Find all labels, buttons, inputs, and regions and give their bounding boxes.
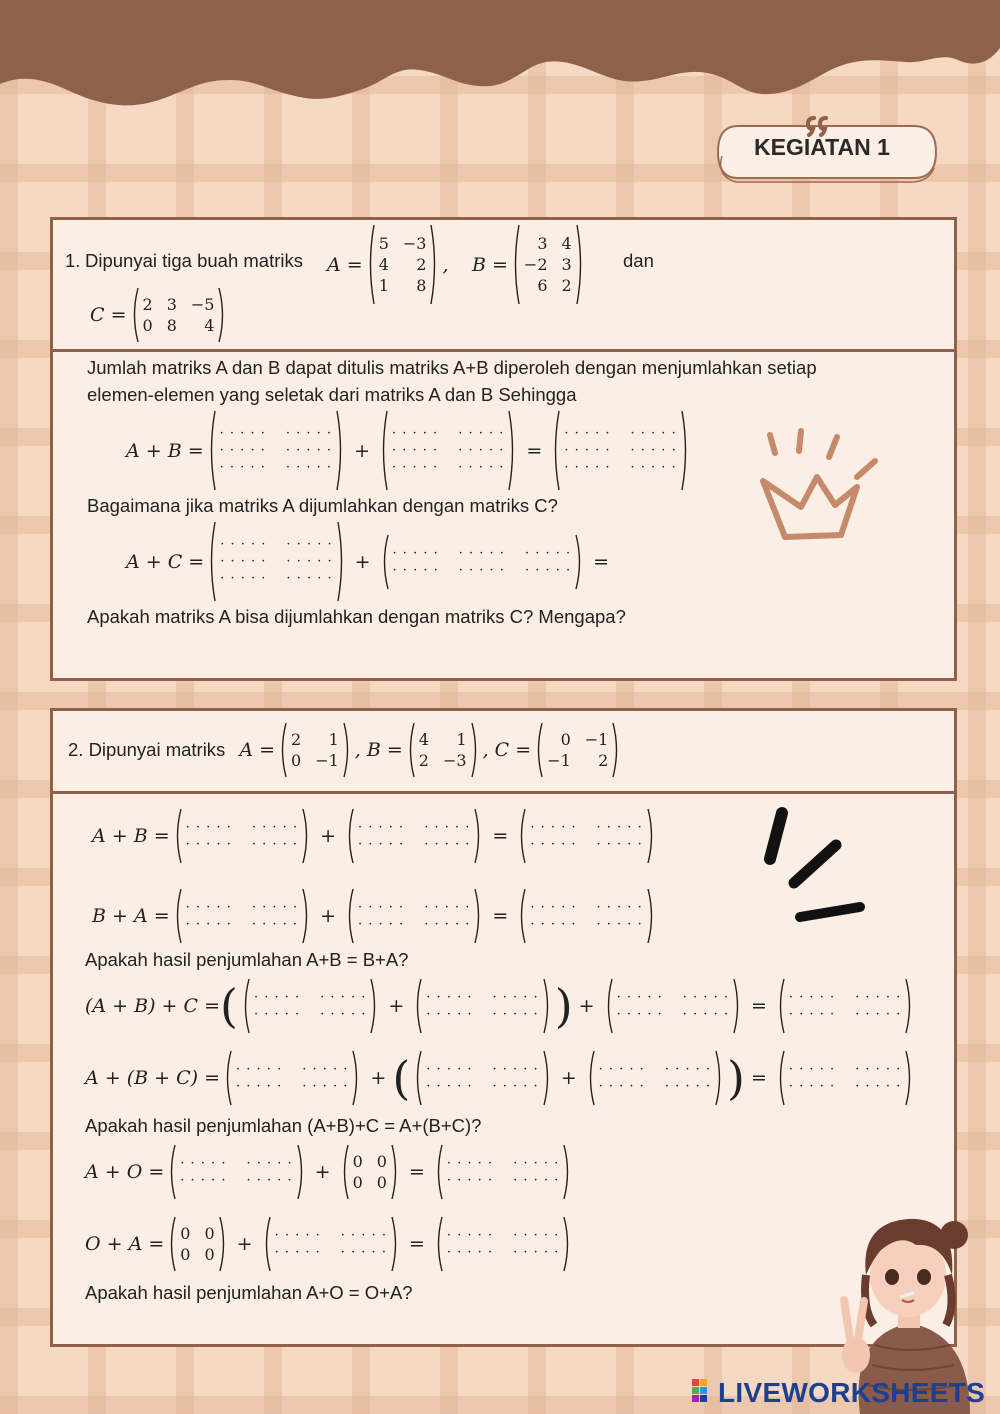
left-parenthesis	[434, 1216, 443, 1272]
matrix-entry: 4	[378, 255, 389, 274]
blank-entry[interactable]: · · · · ·	[458, 426, 505, 441]
blank-entry[interactable]: · · · · ·	[320, 990, 367, 1005]
blank-entry[interactable]: · · · · ·	[286, 537, 333, 552]
blank-entry[interactable]: · · · · ·	[426, 1007, 473, 1022]
matrix-entry: −1	[584, 730, 609, 749]
blank-entry[interactable]: · · · · ·	[220, 571, 267, 586]
blank-entry[interactable]: · · · · ·	[513, 1173, 560, 1188]
right-parenthesis	[430, 224, 439, 305]
left-parenthesis	[167, 1216, 176, 1272]
equation-a-plus-b: A + B = · · · · · · · · · · · · · · · · · · · · + · · · · · · · · · · · · · · · · · · · · = · · · · · · · · · · · · · · · · · · · ·	[92, 808, 659, 864]
question-identity: Apakah hasil penjumlahan A+O = O+A?	[85, 1282, 413, 1303]
blank-entry[interactable]: · · · · ·	[492, 990, 539, 1005]
left-parenthesis	[776, 1050, 785, 1106]
matrix-cells	[785, 990, 905, 1022]
left-parenthesis	[604, 978, 613, 1034]
blank-entry[interactable]: · · · · ·	[596, 837, 643, 852]
blank-entry[interactable]: · · · · ·	[320, 1007, 367, 1022]
answer-matrix[interactable]	[380, 534, 585, 590]
matrix-entry: 2	[416, 255, 427, 274]
left-parenthesis	[434, 1144, 443, 1200]
right-parenthesis	[647, 808, 656, 864]
blank-entry[interactable]: · · · · ·	[630, 426, 677, 441]
question-commutative: Apakah hasil penjumlahan A+B = B+A?	[85, 949, 409, 970]
left-parenthesis	[517, 888, 526, 944]
blank-entry[interactable]: · · · · ·	[616, 1007, 663, 1022]
matrix-entry: 2	[598, 751, 609, 770]
equation-a-plus-b: A + B = · · · · · · · · · · · · · · · · · · · · · · · · · · · · · · + · · · · · · · · · · · · · · · · · · · · · · · · · · · · · · = · · · · · · · · · · · · · · · · · · · · · · · · · · · · · ·	[126, 410, 693, 491]
left-parenthesis	[345, 888, 354, 944]
matrix-a	[278, 722, 352, 778]
answer-matrix[interactable]	[345, 888, 483, 944]
right-parenthesis	[343, 722, 352, 778]
blank-entry[interactable]: · · · · ·	[458, 545, 505, 561]
matrix-cells	[526, 900, 646, 932]
matrix-entry: −3	[402, 234, 427, 253]
blank-entry[interactable]: · · · · ·	[357, 837, 405, 852]
activity-title: KEGIATAN 1	[754, 134, 890, 160]
blank-entry[interactable]: · · · · ·	[185, 837, 232, 852]
matrix-cells	[216, 537, 336, 586]
equation-a-plus-c: A + C = · · · · · · · · · · · · · · · · · · · · · · · · · · · · · · + · · · · · · · · · · · · · · · · · · · · · · · · · · · · · · =	[126, 521, 615, 602]
blank-entry[interactable]: · · · · ·	[391, 460, 439, 475]
blank-entry[interactable]: · · · · ·	[302, 1079, 349, 1094]
right-parenthesis	[218, 287, 227, 343]
explanation-line-1: Jumlah matriks A dan B dapat ditulis matriks A+B diperoleh dengan menjumlahkan setiap	[87, 357, 817, 378]
blank-entry[interactable]: · · · · ·	[357, 820, 405, 835]
equation-a-plus-bc: A + (B + C) = · · · · · · · · · · · · · · · · · · · · + ( · · · · · · · · · · · · · · · · · · · · + · · · · · · · · · · · · · · · · · · · · ) = · · · · · · · · · · · · · · · · · · · ·	[85, 1050, 917, 1106]
left-parenthesis	[413, 1050, 422, 1106]
zero-matrix	[340, 1144, 400, 1200]
matrix-cells	[422, 990, 542, 1022]
left-parenthesis	[340, 1144, 349, 1200]
blank-entry[interactable]: · · · · ·	[682, 1007, 729, 1022]
right-parenthesis	[370, 978, 379, 1034]
blank-entry[interactable]: · · · · ·	[630, 443, 677, 458]
matrix-c	[130, 287, 228, 343]
left-parenthesis	[173, 888, 182, 944]
right-parenthesis	[715, 1050, 724, 1106]
answer-matrix[interactable]	[223, 1050, 361, 1106]
blank-entry[interactable]: · · · · ·	[664, 1079, 712, 1094]
blank-entry[interactable]: · · · · ·	[788, 1079, 836, 1094]
answer-matrix[interactable]	[517, 888, 655, 944]
right-parenthesis	[733, 978, 742, 1034]
right-parenthesis	[647, 888, 656, 944]
right-parenthesis	[576, 224, 585, 305]
blank-entry[interactable]: · · · · ·	[251, 900, 299, 915]
answer-matrix[interactable]	[413, 978, 551, 1034]
right-parenthesis	[302, 808, 311, 864]
burst-doodle-icon	[760, 805, 875, 930]
blank-entry[interactable]: · · · · ·	[598, 1079, 645, 1094]
blank-entry[interactable]: · · · · ·	[855, 1062, 902, 1077]
right-parenthesis	[508, 410, 517, 491]
blank-entry[interactable]: · · · · ·	[524, 545, 572, 561]
blank-entry[interactable]: · · · · ·	[664, 1062, 712, 1077]
left-parenthesis	[776, 978, 785, 1034]
left-parenthesis	[262, 1216, 271, 1272]
matrix-b	[406, 722, 480, 778]
blank-entry[interactable]: · · · · ·	[564, 426, 611, 441]
right-parenthesis	[905, 1050, 914, 1106]
answer-matrix[interactable]	[517, 808, 655, 864]
matrix-entry: 1	[378, 276, 389, 295]
blank-entry[interactable]: · · · · ·	[492, 1079, 539, 1094]
blank-entry[interactable]: · · · · ·	[251, 837, 299, 852]
matrix-entry: 1	[456, 730, 467, 749]
blank-entry[interactable]: · · · · ·	[630, 460, 677, 475]
blank-entry[interactable]: · · · · ·	[180, 1156, 227, 1171]
left-parenthesis	[511, 224, 520, 305]
matrix-cells	[526, 820, 646, 852]
left-parenthesis	[278, 722, 287, 778]
left-parenthesis	[413, 978, 422, 1034]
zero-matrix	[167, 1216, 227, 1272]
matrix-cells	[375, 234, 431, 295]
blank-entry[interactable]: · · · · ·	[458, 443, 505, 458]
matrix-cells	[520, 234, 576, 295]
answer-matrix[interactable]	[413, 1050, 551, 1106]
blank-entry[interactable]: · · · · ·	[426, 990, 473, 1005]
blank-entry[interactable]: · · · · ·	[788, 1007, 836, 1022]
blank-entry[interactable]: · · · · ·	[285, 460, 333, 475]
blank-entry[interactable]: · · · · ·	[596, 917, 643, 932]
and-word: dan	[623, 250, 654, 271]
blank-entry[interactable]: · · · · ·	[426, 1062, 473, 1077]
question-1-number: 1.	[65, 250, 81, 271]
matrix-b	[511, 224, 585, 305]
question-associative: Apakah hasil penjumlahan (A+B)+C = A+(B+C)?	[85, 1115, 482, 1136]
matrix-cells	[415, 730, 471, 770]
left-parenthesis	[207, 410, 216, 491]
matrix-entry: 6	[537, 276, 548, 295]
matrix-entry: 0	[376, 1152, 387, 1171]
matrix-cells	[443, 1156, 563, 1188]
matrix-entry: 2	[561, 276, 572, 295]
blank-entry[interactable]: · · · · ·	[286, 571, 333, 586]
matrix-entry: 0	[180, 1224, 191, 1243]
answer-matrix[interactable]	[207, 410, 345, 491]
equation-a-plus-o: A + O = · · · · · · · · · · · · · · · · · · · · + 0 0 0 0 = · · · · · · · · · · · · · · · · · · · ·	[85, 1144, 575, 1200]
matrix-cells	[250, 990, 370, 1022]
liveworksheets-watermark: LIVEWORKSHEETS	[718, 1377, 986, 1408]
blank-entry[interactable]: · · · · ·	[513, 1245, 560, 1260]
blank-entry[interactable]: · · · · ·	[530, 900, 577, 915]
blank-entry[interactable]: · · · · ·	[458, 460, 505, 475]
question-2-intro: 2. Dipunyai matriks A = 2 1 0 −1 , B = 4 1 2 −3 , C = 0 −1 −1 2	[68, 722, 624, 778]
blank-entry[interactable]: · · · · ·	[598, 1062, 645, 1077]
blank-entry[interactable]: · · · · ·	[446, 1245, 494, 1260]
blank-entry[interactable]: · · · · ·	[424, 900, 471, 915]
matrix-a-definition: A = 5 −3 4 2 1 8 ,	[327, 224, 449, 305]
matrix-entry: 4	[561, 234, 572, 253]
matrix-cells	[389, 546, 576, 578]
blank-entry[interactable]: · · · · ·	[524, 562, 572, 578]
answer-matrix[interactable]	[345, 808, 483, 864]
blank-entry[interactable]: · · · · ·	[596, 900, 643, 915]
matrix-cells	[271, 1228, 391, 1260]
crown-doodle-icon	[745, 425, 885, 545]
matrix-cells	[785, 1062, 905, 1094]
answer-matrix[interactable]	[776, 1050, 914, 1106]
blank-entry[interactable]: · · · · ·	[185, 820, 232, 835]
blank-entry[interactable]: · · · · ·	[424, 820, 471, 835]
left-parenthesis	[241, 978, 250, 1034]
matrix-entry: 5	[378, 234, 389, 253]
blank-entry[interactable]: · · · · ·	[219, 443, 266, 458]
blank-entry[interactable]: · · · · ·	[302, 1062, 349, 1077]
blank-entry[interactable]: · · · · ·	[426, 1079, 473, 1094]
equation-b-plus-a: B + A = · · · · · · · · · · · · · · · · · · · · + · · · · · · · · · · · · · · · · · · · · = · · · · · · · · · · · · · · · · · · · ·	[92, 888, 659, 944]
left-parenthesis	[207, 521, 216, 602]
right-parenthesis	[474, 808, 483, 864]
matrix-cells	[349, 1152, 391, 1192]
left-parenthesis	[366, 224, 375, 305]
blank-entry[interactable]: · · · · ·	[424, 917, 471, 932]
answer-matrix[interactable]	[586, 1050, 724, 1106]
matrix-cells	[182, 820, 302, 852]
answer-matrix[interactable]	[173, 808, 311, 864]
matrix-cells	[613, 990, 733, 1022]
left-parenthesis	[167, 1144, 176, 1200]
blank-entry[interactable]: · · · · ·	[564, 443, 611, 458]
blank-entry[interactable]: · · · · ·	[855, 1079, 902, 1094]
blank-entry[interactable]: · · · · ·	[253, 1007, 301, 1022]
blank-entry[interactable]: · · · · ·	[253, 990, 301, 1005]
right-parenthesis	[337, 521, 346, 602]
matrix-c	[534, 722, 621, 778]
blank-entry[interactable]: · · · · ·	[513, 1228, 560, 1243]
answer-matrix[interactable]	[241, 978, 379, 1034]
matrix-entry: 4	[204, 316, 215, 335]
matrix-cells	[543, 730, 612, 770]
answer-matrix[interactable]	[173, 888, 311, 944]
blank-entry[interactable]: · · · · ·	[285, 426, 333, 441]
left-parenthesis	[534, 722, 543, 778]
blank-entry[interactable]: · · · · ·	[855, 990, 902, 1005]
blank-entry[interactable]: · · · · ·	[392, 545, 439, 561]
blank-entry[interactable]: · · · · ·	[180, 1173, 227, 1188]
matrix-cells	[176, 1156, 296, 1188]
answer-matrix[interactable]	[167, 1144, 305, 1200]
blank-entry[interactable]: · · · · ·	[424, 837, 471, 852]
matrix-cells	[595, 1062, 715, 1094]
matrix-entry: −3	[442, 751, 467, 770]
equation-ab-plus-c: (A + B) + C = ( · · · · · · · · · · · · · · · · · · · · + · · · · · · · · · · · · · · · · · · · · ) + · · · · · · · · · · · · · · · · · · · · = · · · · · · · · · · · · · · · · · · · ·	[85, 978, 917, 1034]
matrix-cells	[232, 1062, 352, 1094]
explanation-line-2: elemen-elemen yang seletak dari matriks A dan B Sehingga	[87, 384, 577, 405]
blank-entry[interactable]: · · · · ·	[220, 554, 267, 569]
blank-entry[interactable]: · · · · ·	[185, 900, 232, 915]
matrix-entry: 8	[416, 276, 427, 295]
matrix-entry: −1	[547, 751, 571, 770]
blank-entry[interactable]: · · · · ·	[236, 1079, 283, 1094]
blank-entry[interactable]: · · · · ·	[446, 1228, 494, 1243]
right-parenthesis	[905, 978, 914, 1034]
blank-entry[interactable]: · · · · ·	[219, 426, 266, 441]
matrix-entry: 3	[561, 255, 572, 274]
answer-matrix[interactable]	[434, 1144, 572, 1200]
blank-entry[interactable]: · · · · ·	[236, 1062, 283, 1077]
matrix-b-definition: B = 3 4 −2 3 6 2	[472, 224, 588, 305]
left-parenthesis	[223, 1050, 232, 1106]
matrix-c-definition: C = 2 3 −5 0 8 4	[90, 287, 230, 343]
blank-entry[interactable]: · · · · ·	[340, 1245, 387, 1260]
answer-matrix[interactable]	[434, 1216, 572, 1272]
right-parenthesis	[575, 534, 584, 590]
left-parenthesis	[380, 534, 389, 590]
matrix-entry: 3	[537, 234, 548, 253]
blank-entry[interactable]: · · · · ·	[251, 917, 299, 932]
answer-matrix[interactable]	[776, 978, 914, 1034]
right-parenthesis	[302, 888, 311, 944]
answer-matrix[interactable]	[262, 1216, 400, 1272]
matrix-entry: 2	[142, 295, 153, 314]
matrix-entry: 0	[291, 751, 302, 770]
liveworksheets-logo-icon	[692, 1379, 716, 1403]
right-parenthesis	[297, 1144, 306, 1200]
blank-entry[interactable]: · · · · ·	[246, 1156, 293, 1171]
matrix-entry: −5	[190, 295, 215, 314]
right-parenthesis	[681, 410, 690, 491]
right-parenthesis	[612, 722, 621, 778]
matrix-cells	[422, 1062, 542, 1094]
equation-o-plus-a: O + A = 0 0 0 0 + · · · · · · · · · · · · · · · · · · · · = · · · · · · · · · · · · · · · · · · · ·	[85, 1216, 575, 1272]
blank-entry[interactable]: · · · · ·	[340, 1228, 387, 1243]
left-parenthesis	[345, 808, 354, 864]
blank-entry[interactable]: · · · · ·	[513, 1156, 560, 1171]
blank-entry[interactable]: · · · · ·	[530, 820, 577, 835]
blank-entry[interactable]: · · · · ·	[446, 1173, 494, 1188]
right-parenthesis	[391, 1216, 400, 1272]
blank-entry[interactable]: · · · · ·	[392, 562, 439, 578]
right-parenthesis	[563, 1144, 572, 1200]
left-parenthesis	[173, 808, 182, 864]
question-can-add: Apakah matriks A bisa dijumlahkan dengan matriks C? Mengapa?	[87, 606, 626, 627]
blank-entry[interactable]: · · · · ·	[220, 537, 267, 552]
question-a-plus-c: Bagaimana jika matriks A dijumlahkan dengan matriks C?	[87, 495, 558, 516]
right-parenthesis	[352, 1050, 361, 1106]
matrix-a	[366, 224, 440, 305]
blank-entry[interactable]: · · · · ·	[492, 1007, 539, 1022]
matrix-entry: 2	[291, 730, 302, 749]
matrix-entry: 0	[180, 1245, 191, 1264]
left-parenthesis	[130, 287, 139, 343]
right-parenthesis	[563, 1216, 572, 1272]
matrix-cells	[560, 426, 680, 475]
blank-entry[interactable]: · · · · ·	[564, 460, 611, 475]
blank-entry[interactable]: · · · · ·	[855, 1007, 902, 1022]
answer-matrix[interactable]	[604, 978, 742, 1034]
matrix-entry: −1	[315, 751, 339, 770]
blank-entry[interactable]: · · · · ·	[458, 562, 505, 578]
blank-entry[interactable]: · · · · ·	[219, 460, 266, 475]
blank-entry[interactable]: · · · · ·	[446, 1156, 494, 1171]
blank-entry[interactable]: · · · · ·	[285, 443, 333, 458]
left-parenthesis	[406, 722, 415, 778]
matrix-cells	[287, 730, 343, 770]
right-parenthesis	[543, 978, 552, 1034]
question-1-intro: Dipunyai tiga buah matriks	[85, 250, 303, 271]
right-parenthesis	[391, 1144, 400, 1200]
right-parenthesis	[471, 722, 480, 778]
matrix-cells	[354, 820, 474, 852]
matrix-entry: 8	[166, 316, 177, 335]
right-parenthesis	[543, 1050, 552, 1106]
matrix-cells	[182, 900, 302, 932]
matrix-cells	[388, 426, 508, 475]
blank-entry[interactable]: · · · · ·	[788, 1062, 836, 1077]
matrix-cells	[354, 900, 474, 932]
blank-entry[interactable]: · · · · ·	[286, 554, 333, 569]
blank-entry[interactable]: · · · · ·	[274, 1245, 321, 1260]
matrix-cells	[216, 426, 336, 475]
matrix-entry: 0	[352, 1152, 363, 1171]
answer-matrix[interactable]	[207, 521, 345, 602]
matrix-entry: 2	[418, 751, 429, 770]
blank-entry[interactable]: · · · · ·	[596, 820, 643, 835]
matrix-cells	[139, 295, 219, 335]
blank-entry[interactable]: · · · · ·	[357, 917, 405, 932]
blank-entry[interactable]: · · · · ·	[616, 990, 663, 1005]
matrix-entry: 0	[142, 316, 153, 335]
blank-entry[interactable]: · · · · ·	[391, 426, 439, 441]
blank-entry[interactable]: · · · · ·	[682, 990, 729, 1005]
left-parenthesis	[379, 410, 388, 491]
matrix-entry: 1	[328, 730, 339, 749]
blank-entry[interactable]: · · · · ·	[251, 820, 299, 835]
matrix-entry: 0	[352, 1173, 363, 1192]
matrix-entry: 4	[418, 730, 429, 749]
matrix-cells	[443, 1228, 563, 1260]
right-parenthesis	[474, 888, 483, 944]
left-parenthesis	[586, 1050, 595, 1106]
answer-matrix[interactable]	[379, 410, 517, 491]
left-parenthesis	[517, 808, 526, 864]
right-parenthesis	[219, 1216, 228, 1272]
matrix-entry: 0	[560, 730, 571, 749]
matrix-entry: 0	[204, 1245, 215, 1264]
blank-entry[interactable]: · · · · ·	[185, 917, 232, 932]
right-parenthesis	[336, 410, 345, 491]
matrix-cells	[176, 1224, 218, 1264]
answer-matrix[interactable]	[551, 410, 689, 491]
blank-entry[interactable]: · · · · ·	[391, 443, 439, 458]
matrix-entry: 3	[166, 295, 177, 314]
matrix-entry: 0	[204, 1224, 215, 1243]
blank-entry[interactable]: · · · · ·	[492, 1062, 539, 1077]
blank-entry[interactable]: · · · · ·	[530, 837, 577, 852]
wavy-header-decoration	[0, 0, 1000, 115]
matrix-entry: −2	[523, 255, 548, 274]
left-parenthesis	[551, 410, 560, 491]
blank-entry[interactable]: · · · · ·	[274, 1228, 321, 1243]
matrix-entry: 0	[376, 1173, 387, 1192]
blank-entry[interactable]: · · · · ·	[246, 1173, 293, 1188]
blank-entry[interactable]: · · · · ·	[788, 990, 836, 1005]
blank-entry[interactable]: · · · · ·	[530, 917, 577, 932]
blank-entry[interactable]: · · · · ·	[357, 900, 405, 915]
